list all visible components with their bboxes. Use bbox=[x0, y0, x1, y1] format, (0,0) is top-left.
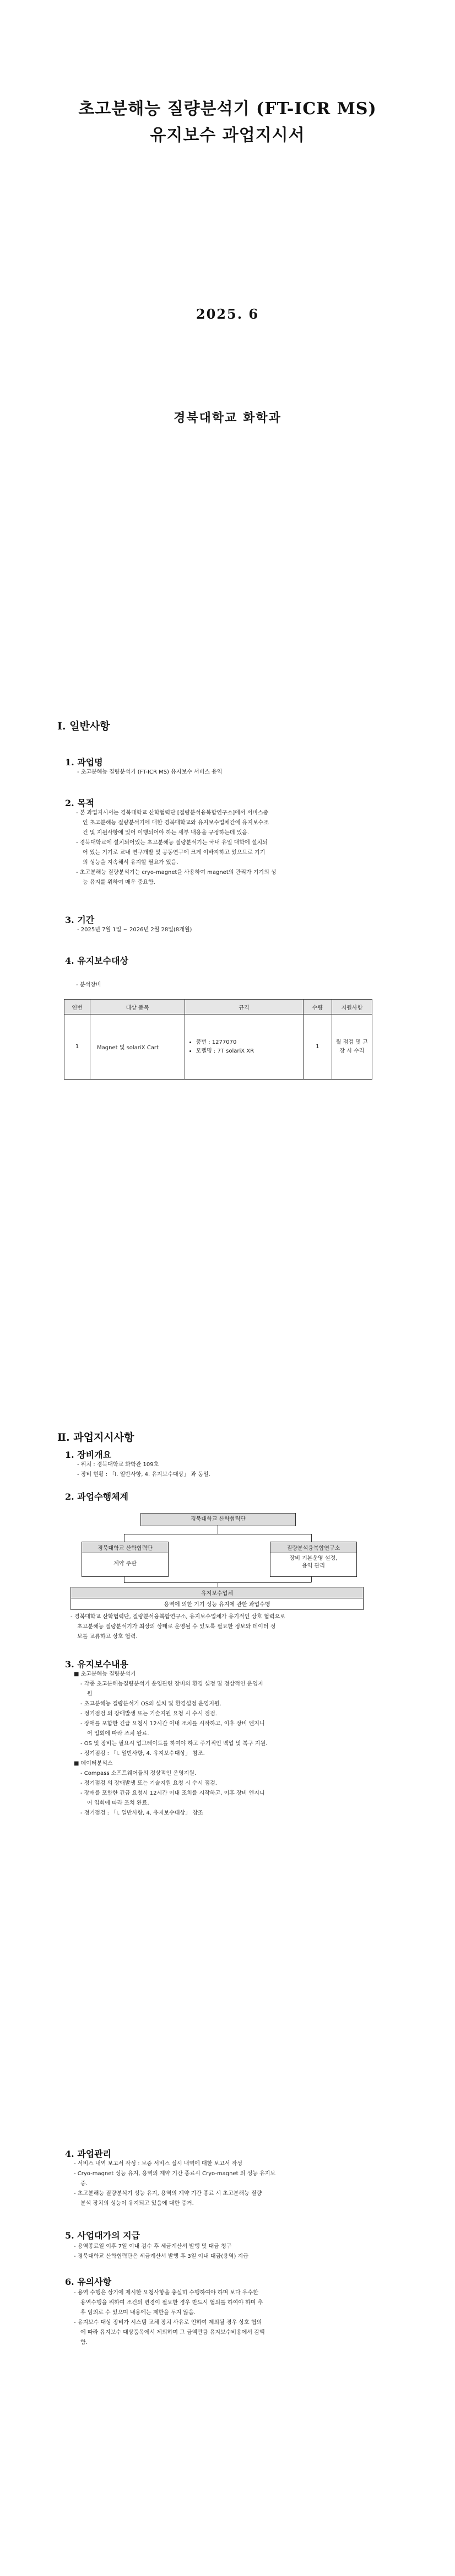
col-header-no: 연번 bbox=[64, 1000, 90, 1015]
text-line: - 장애를 포함한 긴급 요청시 12시간 이내 조치를 시작하고, 이후 장비 엔지니 bbox=[80, 1721, 265, 1727]
text-line: - 정기점검 : 「Ⅰ. 일반사항, 4. 유지보수대상」 참조. bbox=[80, 1751, 205, 1757]
group-head: ■ 초고분해능 질량분석기 bbox=[74, 1671, 136, 1677]
text-line: - 정기점검 : 「Ⅰ. 일반사항, 4. 유지보수대상」 참조 bbox=[80, 1810, 203, 1816]
section2-s4-body bbox=[74, 2159, 393, 2209]
cover-organization: 경북대학교 화학과 bbox=[174, 411, 281, 425]
section1-s3-body bbox=[71, 925, 386, 935]
org-left-head: 경북대학교 산학협력단 bbox=[82, 1542, 168, 1553]
cell-spec bbox=[185, 1015, 304, 1080]
col-header-spec: 규격 bbox=[185, 1000, 304, 1015]
cell-item: Magnet 및 solariX Cart bbox=[90, 1015, 185, 1080]
text-line: - 경북대학교 산학협력단은 세금계산서 발행 후 3일 이내 대금(용역) 지급 bbox=[74, 2253, 248, 2260]
section2-s5-body bbox=[74, 2242, 393, 2262]
spec-list bbox=[187, 1038, 301, 1056]
cell-no: 1 bbox=[64, 1015, 90, 1080]
text-line: 에 따라 유지보수 대상품목에서 제외하며 그 금액만큼 유지보수비용에서 감액 bbox=[80, 2330, 265, 2336]
section2-s2-body bbox=[71, 1612, 390, 1642]
text-line: - 초고분해능 질량분석기는 cryo-magnet을 사용하여 magnet의 관리가 기기의 성 bbox=[76, 870, 277, 876]
org-bottom-body: 용역에 의한 기기 성능 유지에 관한 과업수행 bbox=[164, 1602, 270, 1608]
text-line: - 경북대학교에 설치되어있는 초고분해능 질량분석기는 국내 유일 대학에 설치되 bbox=[76, 840, 268, 846]
org-connector bbox=[311, 1576, 312, 1582]
section1-title: Ⅰ. 일반사항 bbox=[57, 720, 110, 732]
text-line: 어 있는 기기로 교내 연구개발 및 공동연구에 크게 이바지하고 있으므로 기기 bbox=[83, 850, 266, 856]
text-line: - 용역 수행은 상기에 제시한 요청사항을 충실히 수행하여야 하며 보다 우수한 bbox=[74, 2290, 258, 2296]
text-line: 증. bbox=[80, 2181, 88, 2187]
org-right-body-2: 용역 관리 bbox=[302, 1563, 325, 1569]
section2-s4-title: 4. 과업관리 bbox=[65, 2149, 112, 2159]
section2-s1-body bbox=[71, 1460, 386, 1480]
text-line: - 각종 초고분해능질량분석기 운영관련 장비의 환경 설정 및 정상적인 운영지 bbox=[80, 1681, 263, 1687]
section1-s3-title: 3. 기간 bbox=[65, 915, 95, 925]
org-right-head: 질량분석융복합연구소 bbox=[270, 1542, 356, 1553]
text-line: 분석 장치의 성능이 유지되고 있음에 대한 증거. bbox=[80, 2201, 194, 2207]
section2-s5-title: 5. 사업대가의 지급 bbox=[65, 2230, 140, 2241]
cell-support: 월 점검 및 고장 시 수리 bbox=[332, 1015, 372, 1080]
org-connector bbox=[311, 1534, 312, 1542]
text-line: - 초고분해능 질량분석기 성능 유지, 용역의 계약 기간 종료 시 초고분해능 질량 bbox=[74, 2191, 262, 2197]
org-top-box: 경북대학교 산학협력단 bbox=[140, 1513, 296, 1526]
text-line: 용역수행을 위하여 조건의 변경이 필요한 경우 반드시 협의를 하여야 하며 추 bbox=[80, 2300, 263, 2306]
text-line: 초고분해능 질량분석기가 최상의 상태로 운영될 수 있도록 필요한 정보와 데이터 정 bbox=[77, 1624, 276, 1630]
text-line: 능 유지를 위하여 매우 중요함. bbox=[83, 879, 155, 886]
text-line: - 서비스 내역 보고서 작성 : 보증 서비스 실시 내역에 대한 보고서 작성 bbox=[74, 2161, 242, 2167]
col-header-support: 지원사항 bbox=[332, 1000, 372, 1015]
text-line: 인 초고분해능 질량분석기에 대한 경북대학교와 유지보수업체간에 유지보수조 bbox=[83, 820, 269, 826]
text-line: - OS 및 장비는 필요시 업그레이드를 하여야 하고 주기적인 백업 및 복구 지원. bbox=[80, 1741, 268, 1747]
text-line: 어 입회에 따라 조치 완료. bbox=[87, 1800, 149, 1806]
section2-s3-body bbox=[74, 1670, 393, 1818]
section2-title: Ⅱ. 과업지시사항 bbox=[57, 1431, 134, 1443]
section2-s2-title: 2. 과업수행체계 bbox=[65, 1491, 129, 1502]
section1-s4-pre: - 분석장비 bbox=[76, 982, 101, 988]
text-line: - Compass 소프트웨어들의 정상적인 운영지원. bbox=[80, 1770, 197, 1777]
text-line: - 초고분해능 질량분석기 OS의 설치 및 환경설정 운영지원. bbox=[80, 1701, 221, 1707]
maintenance-target-table bbox=[64, 999, 372, 1080]
section1-s4-title: 4. 유지보수대상 bbox=[65, 956, 129, 966]
section2-s6-title: 6. 유의사항 bbox=[65, 2277, 112, 2287]
list-item: • 모델명 : 7T solariX XR bbox=[196, 1047, 301, 1056]
text-line: - 정기점검 의 장애발생 또는 기술지원 요청 시 수시 점검. bbox=[80, 1780, 217, 1786]
cover-title-line2: 유지보수 과업지시서 bbox=[150, 126, 305, 145]
text-line: - 정기점검 의 장애발생 또는 기술지원 요청 시 수시 점검. bbox=[80, 1711, 217, 1717]
text-line: 함. bbox=[80, 2339, 88, 2346]
section1-s2-body bbox=[76, 808, 384, 888]
section1-s1-body bbox=[71, 768, 386, 777]
text-line: 건 및 지원사항에 있어 이행되어야 하는 세부 내용을 규정하는데 있음. bbox=[83, 830, 250, 836]
text-line: 후 임의로 수 있으며 내용에는 제한을 두지 않음. bbox=[80, 2310, 196, 2316]
group-head: ■ 데이터분석스 bbox=[74, 1761, 113, 1767]
text-line: - 용역종료일 이후 7일 이내 검수 후 세금계산서 발행 및 대금 청구 bbox=[74, 2244, 232, 2250]
col-header-item: 대상 품목 bbox=[90, 1000, 185, 1015]
col-header-qty: 수량 bbox=[304, 1000, 332, 1015]
section2-s6-body bbox=[74, 2288, 393, 2348]
table-header-row bbox=[64, 1000, 372, 1015]
section1-s1-title: 1. 과업명 bbox=[65, 757, 103, 768]
section1-s2-title: 2. 목적 bbox=[65, 798, 95, 808]
cell-qty: 1 bbox=[304, 1015, 332, 1080]
text-line: - 장애를 포함한 긴급 요청시 12시간 이내 조치를 시작하고, 이후 장비 엔지니 bbox=[80, 1790, 265, 1796]
org-left-box bbox=[82, 1542, 169, 1577]
text-line: - 장비 현황 : 「Ⅰ. 일반사항, 4. 유지보수대상」 과 동일. bbox=[77, 1472, 210, 1478]
text-line: 의 성능을 지속해서 유지할 필요가 있음. bbox=[83, 860, 178, 866]
text-line: 보를 교류하고 상호 협력. bbox=[77, 1634, 138, 1640]
text-line: - 2025년 7월 1일 ~ 2026년 2월 28일(8개월) bbox=[77, 927, 192, 933]
text-line: - 경북대학교 산학협력단, 질량분석융복합연구소, 유지보수업체가 유기적인 상호 협력으로 bbox=[71, 1614, 285, 1620]
cover-date: 2025. 6 bbox=[196, 306, 259, 322]
text-line: - 유지보수 대상 장비가 시스템 교체 장치 사유로 인하여 제외될 경우 상호 협의 bbox=[74, 2320, 262, 2326]
org-left-body: 계약 주관 bbox=[113, 1561, 137, 1567]
text-line: - 초고분해능 질량분석기 (FT-ICR MS) 유지보수 서비스 용역 bbox=[77, 769, 223, 775]
maintenance-target-table-wrap bbox=[64, 999, 372, 1080]
section2-s1-title: 1. 장비개요 bbox=[65, 1450, 112, 1460]
org-right-box bbox=[270, 1542, 357, 1577]
text-line: 어 입회에 따라 조치 완료. bbox=[87, 1731, 149, 1737]
org-bottom-head: 유지보수업체 bbox=[71, 1587, 363, 1598]
org-right-body-1: 장비 기본운영 설정, bbox=[289, 1555, 338, 1561]
org-bottom-box bbox=[71, 1587, 364, 1610]
cover-title-line1: 초고분해능 질량분석기 (FT-ICR MS) bbox=[78, 99, 377, 119]
text-line: - 본 과업지시서는 경북대학교 산학협력단 [질량분석융복합연구소]에서 서비스중 bbox=[76, 810, 269, 816]
text-line: - Cryo-magnet 성능 유지, 용역의 계약 기간 종료시 Cryo-magnet 의 성능 유지보 bbox=[74, 2171, 276, 2177]
text-line: 원 bbox=[87, 1691, 93, 1697]
list-item: • 품번 : 1277070 bbox=[196, 1038, 301, 1047]
table-row bbox=[64, 1015, 372, 1080]
text-line: - 위치 : 경북대학교 화학관 109호 bbox=[77, 1462, 159, 1468]
section2-s3-title: 3. 유지보수내용 bbox=[65, 1659, 129, 1670]
